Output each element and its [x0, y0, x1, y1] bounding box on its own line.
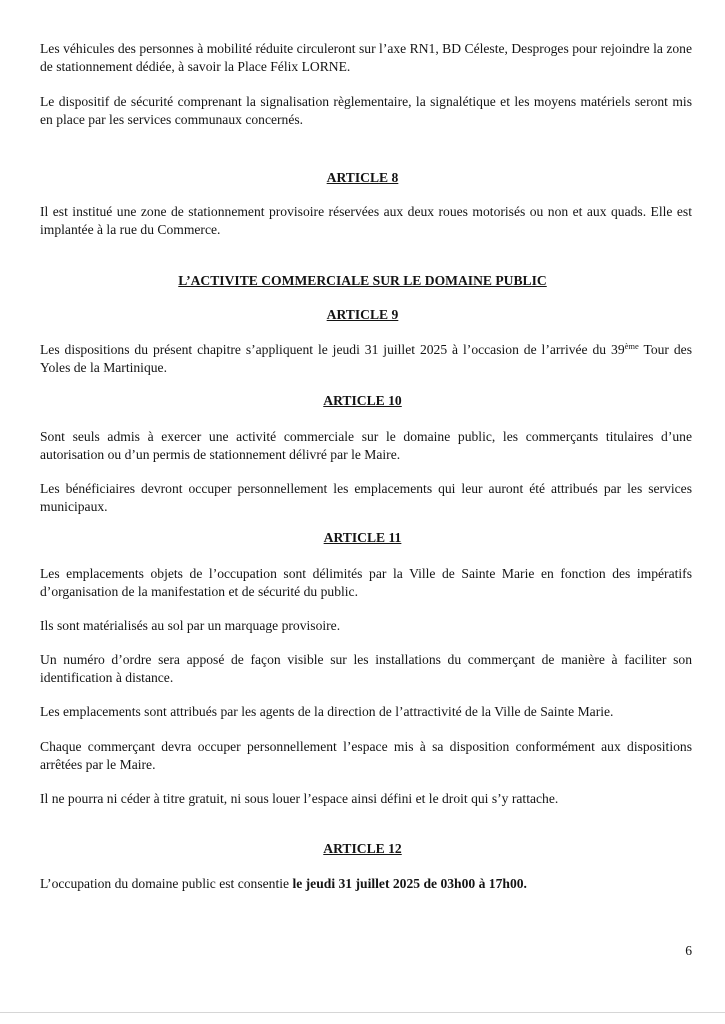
paragraph-article-11-6: Il ne pourra ni céder à titre gratuit, ni sous louer l’espace ainsi défini et le droit qui s’y rattache.	[40, 791, 559, 806]
paragraph-article-12	[40, 875, 692, 893]
heading-article-9: ARTICLE 9	[326, 307, 399, 322]
paragraph-article-11-1: Les emplacements objets de l’occupation sont délimités par la Ville de Sainte Marie en fonction des impératifs d’organisation de la manifestation et de sécurité du public.	[40, 566, 692, 599]
paragraph-security-device: Le dispositif de sécurité comprenant la signalisation règlementaire, la signalétique et les moyens matériels seront mis en place par les services communaux concernés.	[40, 94, 692, 127]
paragraph-pmr-vehicles: Les véhicules des personnes à mobilité réduite circuleront sur l’axe RN1, BD Céleste, Desproges pour rejoindre la zone de stationnement dédiée, à savoir la Place Félix LORNE.	[40, 41, 692, 74]
heading-article-10: ARTICLE 10	[323, 393, 402, 408]
page-number: 6	[685, 943, 692, 958]
paragraph-article-11-3: Un numéro d’ordre sera apposé de façon visible sur les installations du commerçant de manière à faciliter son identification à distance.	[40, 652, 692, 685]
article-9-ordinal-suffix: ème	[624, 341, 639, 351]
article-12-text-bold: le jeudi 31 juillet 2025 de 03h00 à 17h00.	[292, 876, 527, 891]
paragraph-article-11-4: Les emplacements sont attribués par les agents de la direction de l’attractivité de la Ville de Sainte Marie.	[40, 704, 614, 719]
article-9-text-end: Tour des Yoles de la Martinique.	[40, 342, 692, 375]
article-9-text-start: Les dispositions du présent chapitre s’appliquent le jeudi 31 juillet 2025 à l’occasion de l’arrivée du 39	[40, 342, 625, 357]
heading-section-commerce: L’ACTIVITE COMMERCIALE SUR LE DOMAINE PUBLIC	[178, 273, 547, 288]
paragraph-article-11-2: Ils sont matérialisés au sol par un marquage provisoire.	[40, 618, 341, 633]
heading-article-11: ARTICLE 11	[323, 530, 402, 545]
heading-article-12: ARTICLE 12	[323, 841, 402, 856]
heading-article-8: ARTICLE 8	[326, 170, 399, 185]
paragraph-article-10-1: Sont seuls admis à exercer une activité commerciale sur le domaine public, les commerçants titulaires d’une autorisation ou d’un permis de stationnement délivré par le Maire.	[40, 429, 692, 462]
paragraph-article-10-2: Les bénéficiaires devront occuper personnellement les emplacements qui leur auront été attribués par les services municipaux.	[40, 481, 692, 514]
paragraph-article-9	[40, 341, 692, 377]
scan-edge-line	[0, 1012, 725, 1013]
article-12-text-start: L’occupation du domaine public est consentie	[40, 876, 293, 891]
paragraph-article-11-5: Chaque commerçant devra occuper personnellement l’espace mis à sa disposition conformément aux dispositions arrêtées par le Maire.	[40, 739, 692, 772]
paragraph-article-8: Il est institué une zone de stationnement provisoire réservées aux deux roues motorisés ou non et aux quads. Elle est implantée à la rue du Commerce.	[40, 204, 692, 237]
